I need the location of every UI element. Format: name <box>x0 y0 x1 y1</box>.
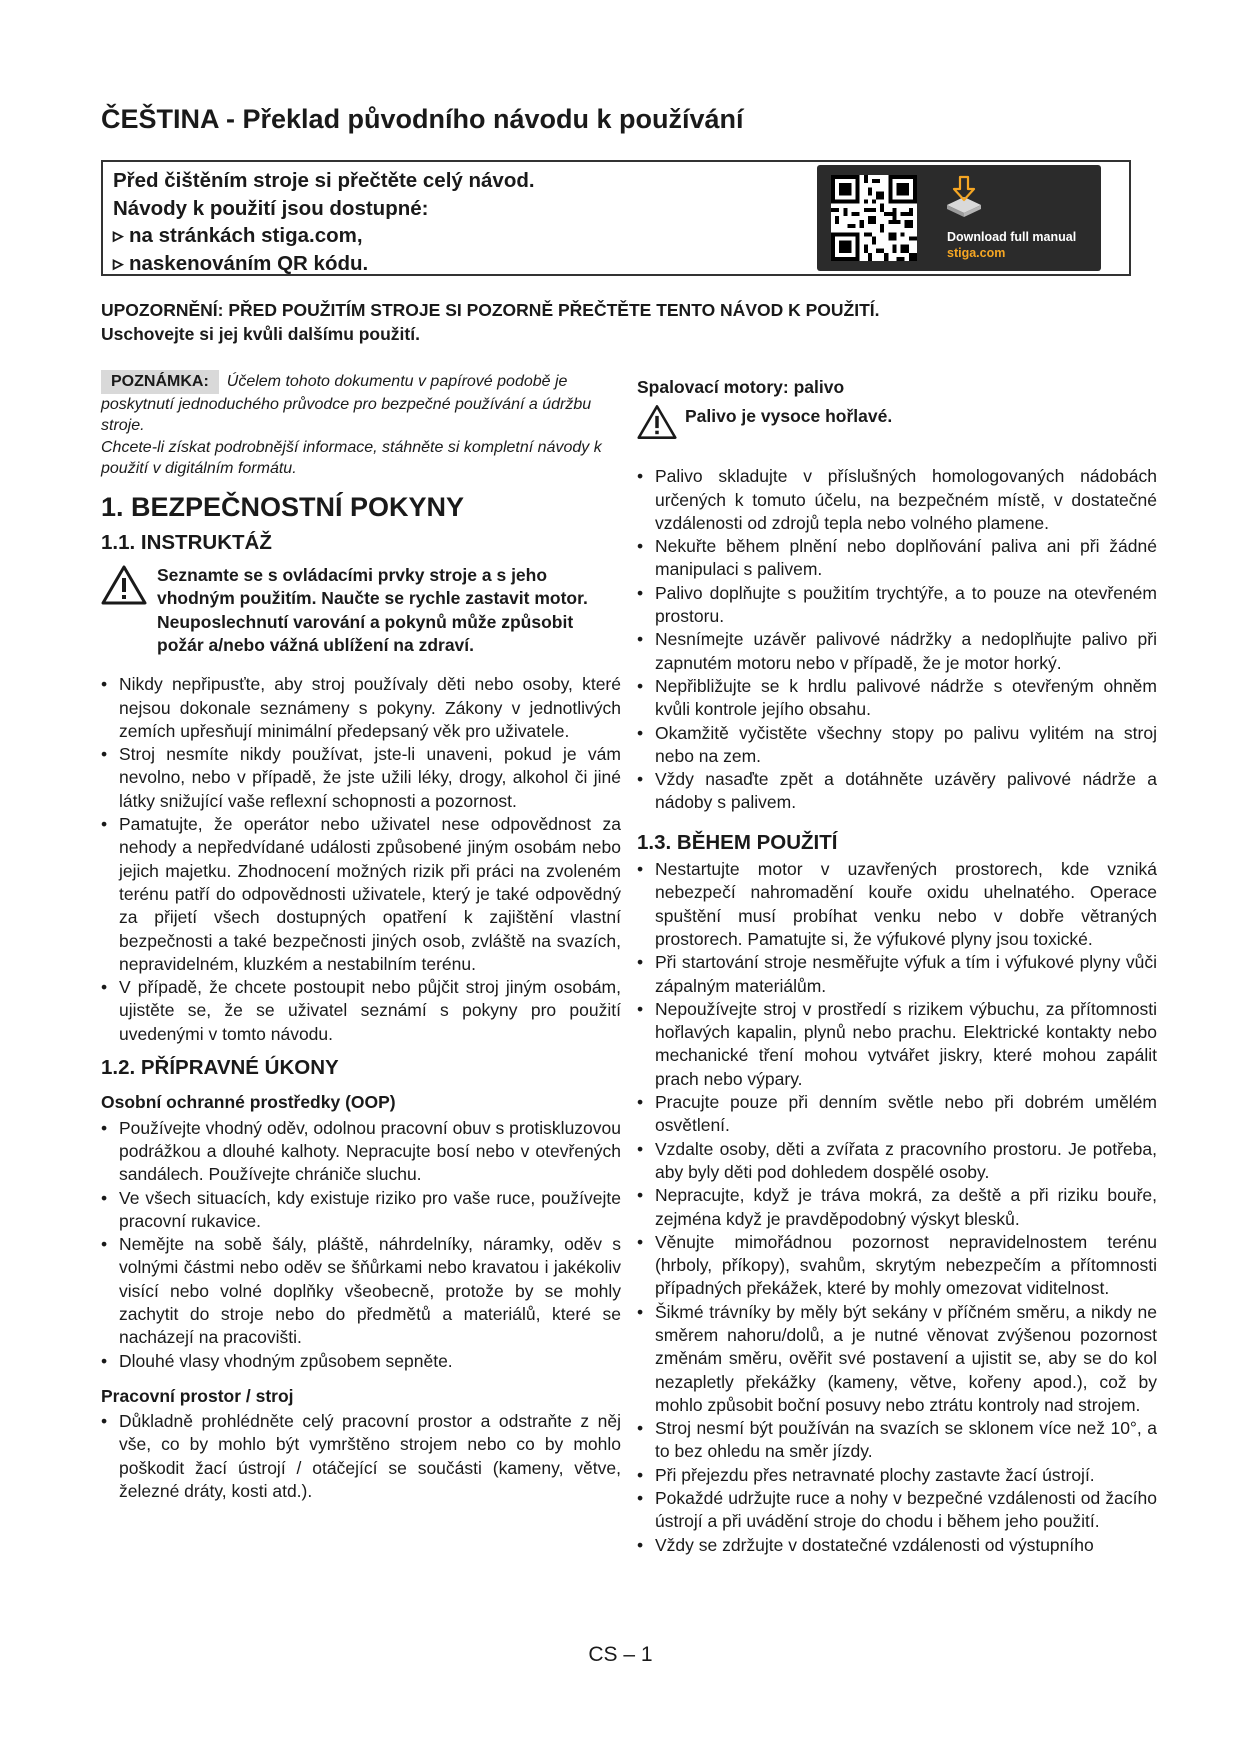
qr-code-icon[interactable] <box>831 175 917 261</box>
bullet-list <box>637 465 1157 814</box>
list-item: • Při přejezdu přes netravnaté plochy zastavte žací ústrojí. <box>637 1464 1157 1487</box>
list-item: • Palivo skladujte v příslušných homologovaných nádobách určených k tomuto účelu, na bezpečném místě, v dostatečné vzdálenosti od zdrojů tepla nebo volného plamene. <box>637 465 1157 535</box>
subsection-heading: 1.2. PŘÍPRAVNÉ ÚKONY <box>101 1056 339 1080</box>
download-icon <box>943 175 985 219</box>
intro-text <box>113 167 535 277</box>
bullet-list <box>637 858 1157 1557</box>
caution-block <box>101 564 621 657</box>
section-heading: 1. BEZPEČNOSTNÍ POKYNY <box>101 491 465 522</box>
list-item: • Používejte vhodný oděv, odolnou pracovní obuv s protiskluzovou podrážkou a dlouhé kalhoty. Nepracujte bosí nebo v otevřených sandálech. Používejte chrániče sluchu. <box>101 1117 621 1187</box>
right-column <box>637 370 1157 1563</box>
intro-line: ▹ na stránkách stiga.com, <box>113 224 363 247</box>
caution-text: Palivo je vysoce hořlavé. <box>685 406 893 427</box>
intro-box <box>101 160 1131 276</box>
list-item: • Pracujte pouze při denním světle nebo při dobrém umělém osvětlení. <box>637 1091 1157 1138</box>
list-item: • Pokaždé udržujte ruce a nohy v bezpečné vzdálenosti od žacího ústrojí a při uvádění stroje do chodu i během jeho použití. <box>637 1487 1157 1534</box>
list-item: • Nepřibližujte se k hrdlu palivové nádrže s otevřeným ohněm kvůli kontrole jejího obsahu. <box>637 675 1157 722</box>
list-item: • Nekuřte během plnění nebo doplňování paliva ani při žádné manipulaci s palivem. <box>637 535 1157 582</box>
list-item: • Palivo doplňujte s použitím trychtýře, a to pouze na otevřeném prostoru. <box>637 582 1157 629</box>
list-item: • V případě, že chcete postoupit nebo půjčit stroj jiným osobám, ujistěte se, že se uživatel seznámí s pokyny pro použití uvedenými v tomto návodu. <box>101 976 621 1046</box>
work-area-heading: Pracovní prostor / stroj <box>101 1385 294 1406</box>
bullet-list <box>101 673 621 1046</box>
list-item: • Pamatujte, že operátor nebo uživatel nese odpovědnost za nehody a nepředvídané události způsobené jiným osobám nebo jejich majetku. Zhodnocení možných rizik při práci na zvoleném terénu patří do odpovědnosti uživatele, který je také odpovědný za přijetí všech dostupných opatření k zajištění vlastní bezpečnosti a také bezpečnosti jiných osob, zvláště na svazích, nepravidelném, kluzkém a nestabilním terénu. <box>101 813 621 976</box>
warning-line: Uschovejte si jej kvůli dalšímu použití. <box>101 324 420 344</box>
note-block <box>101 370 621 480</box>
list-item: • Okamžitě vyčistěte všechny stopy po palivu vylitém na stroj nebo na zem. <box>637 722 1157 769</box>
warning-triangle-icon <box>101 564 147 606</box>
note-label: POZNÁMKA: <box>101 370 219 394</box>
list-item: • Vždy nasaďte zpět a dotáhněte uzávěry palivové nádrže a nádoby s palivem. <box>637 768 1157 815</box>
subsection-heading: 1.3. BĚHEM POUŽITÍ <box>637 830 838 854</box>
list-item: • Věnujte mimořádnou pozornost nepravidelnostem terénu (hrboly, příkopy), svahům, skrytým nebezpečím a přítomnosti případných překážek, které by mohly omezovat viditelnost. <box>637 1231 1157 1301</box>
list-item: • Nepoužívejte stroj v prostředí s rizikem výbuchu, za přítomnosti hořlavých kapalin, plynů nebo prachu. Elektrické kontakty nebo mechanické tření mohou vytvářet jiskry, které mohou zapálit prach nebo výpary. <box>637 998 1157 1091</box>
note-text: Chcete-li získat podrobnější informace, stáhněte si kompletní návody k použití v digitálním formátu. <box>101 438 602 477</box>
download-label[interactable]: Download full manual <box>947 230 1077 244</box>
oop-heading: Osobní ochranné prostředky (OOP) <box>101 1092 396 1113</box>
list-item: • Nikdy nepřipusťte, aby stroj používaly děti nebo osoby, které nejsou dokonale seznámeny s pokyny. Zákony v jednotlivých zemích upřesňují minimální předepsaný věk pro uživatele. <box>101 673 621 743</box>
warning-line: UPOZORNĚNÍ: PŘED POUŽITÍM STROJE SI POZORNĚ PŘEČTĚTE TENTO NÁVOD K POUŽITÍ. <box>101 300 880 320</box>
bullet-list <box>101 1117 621 1373</box>
left-column <box>101 370 621 1509</box>
download-url[interactable]: stiga.com <box>947 246 1006 260</box>
list-item: • Dlouhé vlasy vhodným způsobem sepněte. <box>101 1350 621 1373</box>
list-item: • Při startování stroje nesměřujte výfuk a tím i výfukové plyny vůči zápalným materiálům. <box>637 951 1157 998</box>
page-title: ČEŠTINA - Překlad původního návodu k používání <box>101 104 744 134</box>
intro-line: ▹ naskenováním QR kódu. <box>113 251 369 275</box>
list-item: • Vždy se zdržujte v dostatečné vzdálenosti od výstupního <box>637 1534 1157 1557</box>
list-item: • Nepracujte, když je tráva mokrá, za deště a při riziku bouře, zejména když je pravděpodobný výskyt blesků. <box>637 1184 1157 1231</box>
caution-block <box>637 405 1157 445</box>
list-item: • Vzdalte osoby, děti a zvířata z pracovního prostoru. Je potřeba, aby byly děti pod dohledem dospělé osoby. <box>637 1138 1157 1185</box>
list-item: • Nesnímejte uzávěr palivové nádržky a nedoplňujte palivo při zapnutém motoru nebo v případě, že je motor horký. <box>637 628 1157 675</box>
fuel-heading: Spalovací motory: palivo <box>637 377 845 397</box>
list-item: • Nemějte na sobě šály, pláště, náhrdelníky, náramky, oděv s volnými částmi nebo oděv se šňůrkami nebo kravatou i jakékoliv visící nebo volné doplňky všeobecně, protože by se mohly zachytit do stroje nebo do předmětů a materiálů, které se nacházejí na pracovišti. <box>101 1233 621 1349</box>
list-item: • Důkladně prohlédněte celý pracovní prostor a odstraňte z něj vše, co by mohlo být vymrštěno strojem nebo co by mohlo poškodit žací ústrojí / otáčející se součásti (kameny, větve, železné dráty, kosti atd.). <box>101 1410 621 1503</box>
bullet-list <box>101 1410 621 1503</box>
download-manual-panel[interactable] <box>817 165 1101 271</box>
subsection-heading: 1.1. INSTRUKTÁŽ <box>101 530 272 554</box>
list-item: • Stroj nesmí být používán na svazích se sklonem více než 10°, a to bez ohledu na směr jízdy. <box>637 1417 1157 1464</box>
intro-line: Před čištěním stroje si přečtěte celý návod. <box>113 169 535 192</box>
caution-text: Seznamte se s ovládacími prvky stroje a s jeho vhodným použitím. Naučte se rychle zastavit motor. Neuposlechnutí varování a pokynů může způsobit požár a/nebo vážná ublížení na zdraví. <box>157 565 588 655</box>
list-item: • Stroj nesmíte nikdy používat, jste-li unaveni, pokud je vám nevolno, nebo v případě, že jste užili léky, drogy, alkohol či jiné látky snižující vaše reflexní schopnosti a pozornost. <box>101 743 621 813</box>
intro-line: Návody k použití jsou dostupné: <box>113 196 429 220</box>
warning-triangle-icon <box>637 403 677 441</box>
page-number: CS – 1 <box>588 1643 653 1666</box>
list-item: • Šikmé trávníky by měly být sekány v příčném směru, a nikdy ne směrem nahoru/dolů, a je nutné věnovat zvýšenou pozornost změnám směru, ověřit své postavení a ujistit se, aby se do kol nezapletly překážky (kameny, větve, kořeny apod.), což by mohlo způsobit boční posuvy nebo ztrátu kontroly nad strojem. <box>637 1301 1157 1417</box>
note-text: Účelem tohoto dokumentu v papírové podobě je poskytnutí jednoduchého průvodce pro bezpečné používání a údržbu stroje. <box>101 373 592 434</box>
warning-notice <box>101 298 880 346</box>
list-item: • Ve všech situacích, kdy existuje riziko pro vaše ruce, používejte pracovní rukavice. <box>101 1187 621 1234</box>
download-text[interactable] <box>947 229 1076 261</box>
list-item: • Nestartujte motor v uzavřených prostorech, kde vzniká nebezpečí nahromadění kouře oxidu uhelnatého. Operace spuštění musí probíhat venku nebo v dobře větraných prostorech. Pamatujte si, že výfukové plyny jsou toxické. <box>637 858 1157 951</box>
